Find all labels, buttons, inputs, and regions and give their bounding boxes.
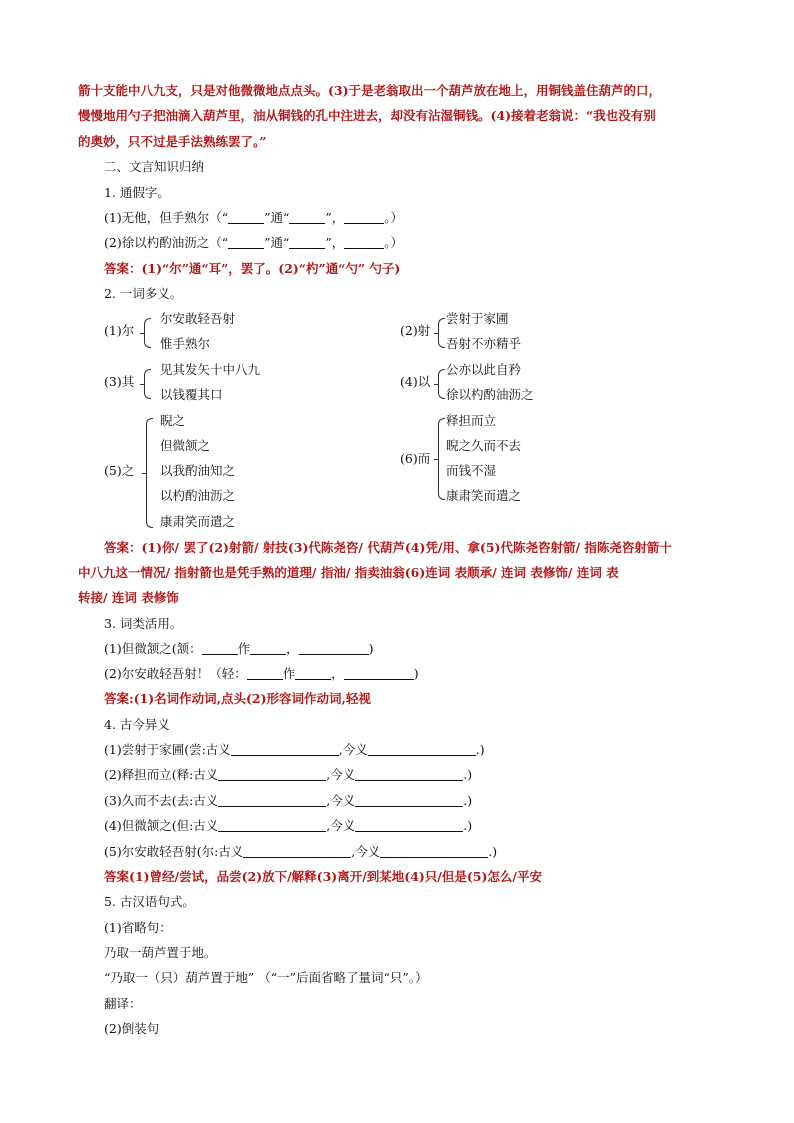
g2-b: 吾射不亦精乎 <box>446 336 522 351</box>
s4-answer: 答案(1)曾经/尝试，品尝(2)放下/解释(3)离开/到某地(4)只/但是(5)怎么/平安 <box>104 869 542 884</box>
s1-item1-mid2: ”， <box>325 210 345 225</box>
s4-title: 4. 古今异义 <box>104 717 170 732</box>
blank <box>202 641 238 655</box>
s4-item-mid: ,今义 <box>326 818 356 833</box>
g4-brace <box>438 369 445 399</box>
s5-title: 5. 古汉语句式。 <box>104 894 195 909</box>
s3-item1-prefix: (1)但微颔之(颔： <box>104 641 202 656</box>
s4-item <box>104 741 485 759</box>
blank <box>380 844 488 858</box>
g2-a: 尝射于家圃 <box>446 311 509 326</box>
g4-label: (4)以 <box>400 374 431 389</box>
s1-item-2 <box>104 234 403 252</box>
blank <box>355 767 463 781</box>
s2-answer-2: 中八九这一情况/ 指射箭也是凭手熟的道理/ 指油/ 指卖油翁(6)连词 表顺承/ 连词 表修饰/ 连词 表 <box>78 565 619 580</box>
g5-item: 以杓酌油沥之 <box>160 488 236 503</box>
s1-item2-mid2: ”， <box>325 235 345 250</box>
s4-item <box>104 843 497 861</box>
s3-item2-prefix: (2)尔安敢轻吾射！（轻： <box>104 666 247 681</box>
s3-item2-end: ) <box>413 666 419 681</box>
s4-item-end: .) <box>463 767 473 782</box>
s1-item-1 <box>104 209 403 227</box>
blank <box>228 210 264 224</box>
s1-item1-end: 。） <box>384 210 404 225</box>
s4-item-prefix: (3)久而不去(去:古义 <box>104 793 219 808</box>
s1-item2-end: 。） <box>384 235 404 250</box>
s1-title: 1. 通假字。 <box>104 185 170 200</box>
g5-brace <box>146 418 153 528</box>
s5-note: “乃取一（只）葫芦置于地” （“一”后面省略了量词“只”。） <box>104 970 428 985</box>
g6-item: 睨之久而不去 <box>446 438 522 453</box>
g6-item: 康肃笑而遣之 <box>446 488 522 503</box>
blank <box>344 235 384 249</box>
blank <box>289 210 325 224</box>
s5-sentence: 乃取一葫芦置于地。 <box>104 945 217 960</box>
blank <box>247 666 283 680</box>
s4-item-prefix: (2)释担而立(释:古义 <box>104 767 219 782</box>
g5-item: 康肃笑而遣之 <box>160 514 236 529</box>
intro-line-2: 慢慢地用勺子把油滴入葫芦里，油从铜钱的孔中注进去，却没有沾湿铜钱。(4)接着老翁说：“我也没有别 <box>78 108 656 123</box>
s4-item-prefix: (5)尔安敢轻吾射(尔:古义 <box>104 844 244 859</box>
s2-answer-3: 转接/ 连词 表修饰 <box>78 590 179 605</box>
blank <box>218 818 326 832</box>
s3-item1-end: ) <box>368 641 374 656</box>
s1-item1-mid1: ”通“ <box>264 210 290 225</box>
g6-label: (6)而 <box>400 451 431 466</box>
blank <box>243 844 351 858</box>
s3-title: 3. 词类活用。 <box>104 616 183 631</box>
g3-a: 见其发矢十中八九 <box>160 362 261 377</box>
g5-item: 但微颔之 <box>160 438 211 453</box>
g6-item: 释担而立 <box>446 413 497 428</box>
g4-a: 公亦以此自矜 <box>446 362 522 377</box>
blank <box>295 666 331 680</box>
blank <box>344 210 384 224</box>
g3-label: (3)其 <box>104 374 135 389</box>
blank <box>355 818 463 832</box>
s4-item-prefix: (1)尝射于家圃(尝:古义 <box>104 742 231 757</box>
s3-item-2 <box>104 665 419 683</box>
s4-item <box>104 766 472 784</box>
section-title: 二、文言知识归纳 <box>104 159 205 174</box>
g3-b: 以钱覆其口 <box>160 387 223 402</box>
s3-item-1 <box>104 640 374 658</box>
s4-item-mid: ,今义 <box>338 742 368 757</box>
g1-label: (1)尔 <box>104 323 135 338</box>
intro-line-3: 的奥妙，只不过是手法熟练罢了。” <box>78 134 267 149</box>
s4-item-mid: ,今义 <box>351 844 381 859</box>
s5-translate: 翻译： <box>104 996 142 1011</box>
g2-label: (2)射 <box>400 323 431 338</box>
g5-item: 以我酌油知之 <box>160 463 236 478</box>
s1-answer: 答案：(1)“尔”通“耳”，罢了。(2)“杓”通“勺” 勺子) <box>104 261 401 276</box>
s1-item2-mid1: ”通“ <box>264 235 290 250</box>
s4-item-end: .) <box>463 818 473 833</box>
s3-item2-mid: 作 <box>282 666 296 681</box>
s4-item-mid: ,今义 <box>326 793 356 808</box>
s2-title: 2. 一词多义。 <box>104 286 183 301</box>
s5-sub1: (1)省略句： <box>104 920 172 935</box>
g5-item: 睨之 <box>160 413 186 428</box>
g5-label: (5)之 <box>104 463 135 478</box>
s4-item <box>104 792 472 810</box>
s4-item-prefix: (4)但微颔之(但:古义 <box>104 818 219 833</box>
blank <box>218 793 326 807</box>
blank <box>250 641 286 655</box>
blank <box>231 742 339 756</box>
blank <box>368 742 476 756</box>
s3-item2-sep: ， <box>331 666 344 681</box>
blank <box>289 235 325 249</box>
s4-item-end: .) <box>475 742 485 757</box>
s4-item-end: .) <box>463 793 473 808</box>
s3-item1-sep: ， <box>286 641 299 656</box>
s5-sub2: (2)倒装句 <box>104 1021 160 1036</box>
g4-b: 徐以杓酌油沥之 <box>446 387 534 402</box>
s4-item-end: .) <box>488 844 498 859</box>
blank <box>228 235 264 249</box>
g1-brace <box>144 318 151 348</box>
blank <box>355 793 463 807</box>
intro-line-1: 箭十支能中八九支，只是对他微微地点点头。(3)于是老翁取出一个葫芦放在地上，用铜钱盖住葫芦的口， <box>78 83 662 98</box>
s3-answer: 答案:(1)名词作动词,点头(2)形容词作动词,轻视 <box>104 691 371 706</box>
blank <box>344 666 414 680</box>
s4-item-mid: ,今义 <box>326 767 356 782</box>
g1-a: 尔安敢轻吾射 <box>160 311 236 326</box>
g1-b: 惟手熟尔 <box>160 336 211 351</box>
s3-item1-mid: 作 <box>237 641 251 656</box>
s2-answer-1: 答案：(1)你/ 罢了(2)射箭/ 射技(3)代陈尧咨/ 代葫芦(4)凭/用、拿(5)代陈尧咨射箭/ 指陈尧咨射箭十 <box>104 540 672 555</box>
g2-brace <box>438 318 445 348</box>
s4-item <box>104 817 472 835</box>
g3-brace <box>144 369 151 399</box>
blank <box>218 767 326 781</box>
s1-item1-prefix: (1)无他，但手熟尔（“ <box>104 210 229 225</box>
s1-item2-prefix: (2)徐以杓酌油沥之（“ <box>104 235 229 250</box>
g6-item: 而钱不湿 <box>446 463 497 478</box>
g6-brace <box>438 418 445 500</box>
blank <box>299 641 369 655</box>
